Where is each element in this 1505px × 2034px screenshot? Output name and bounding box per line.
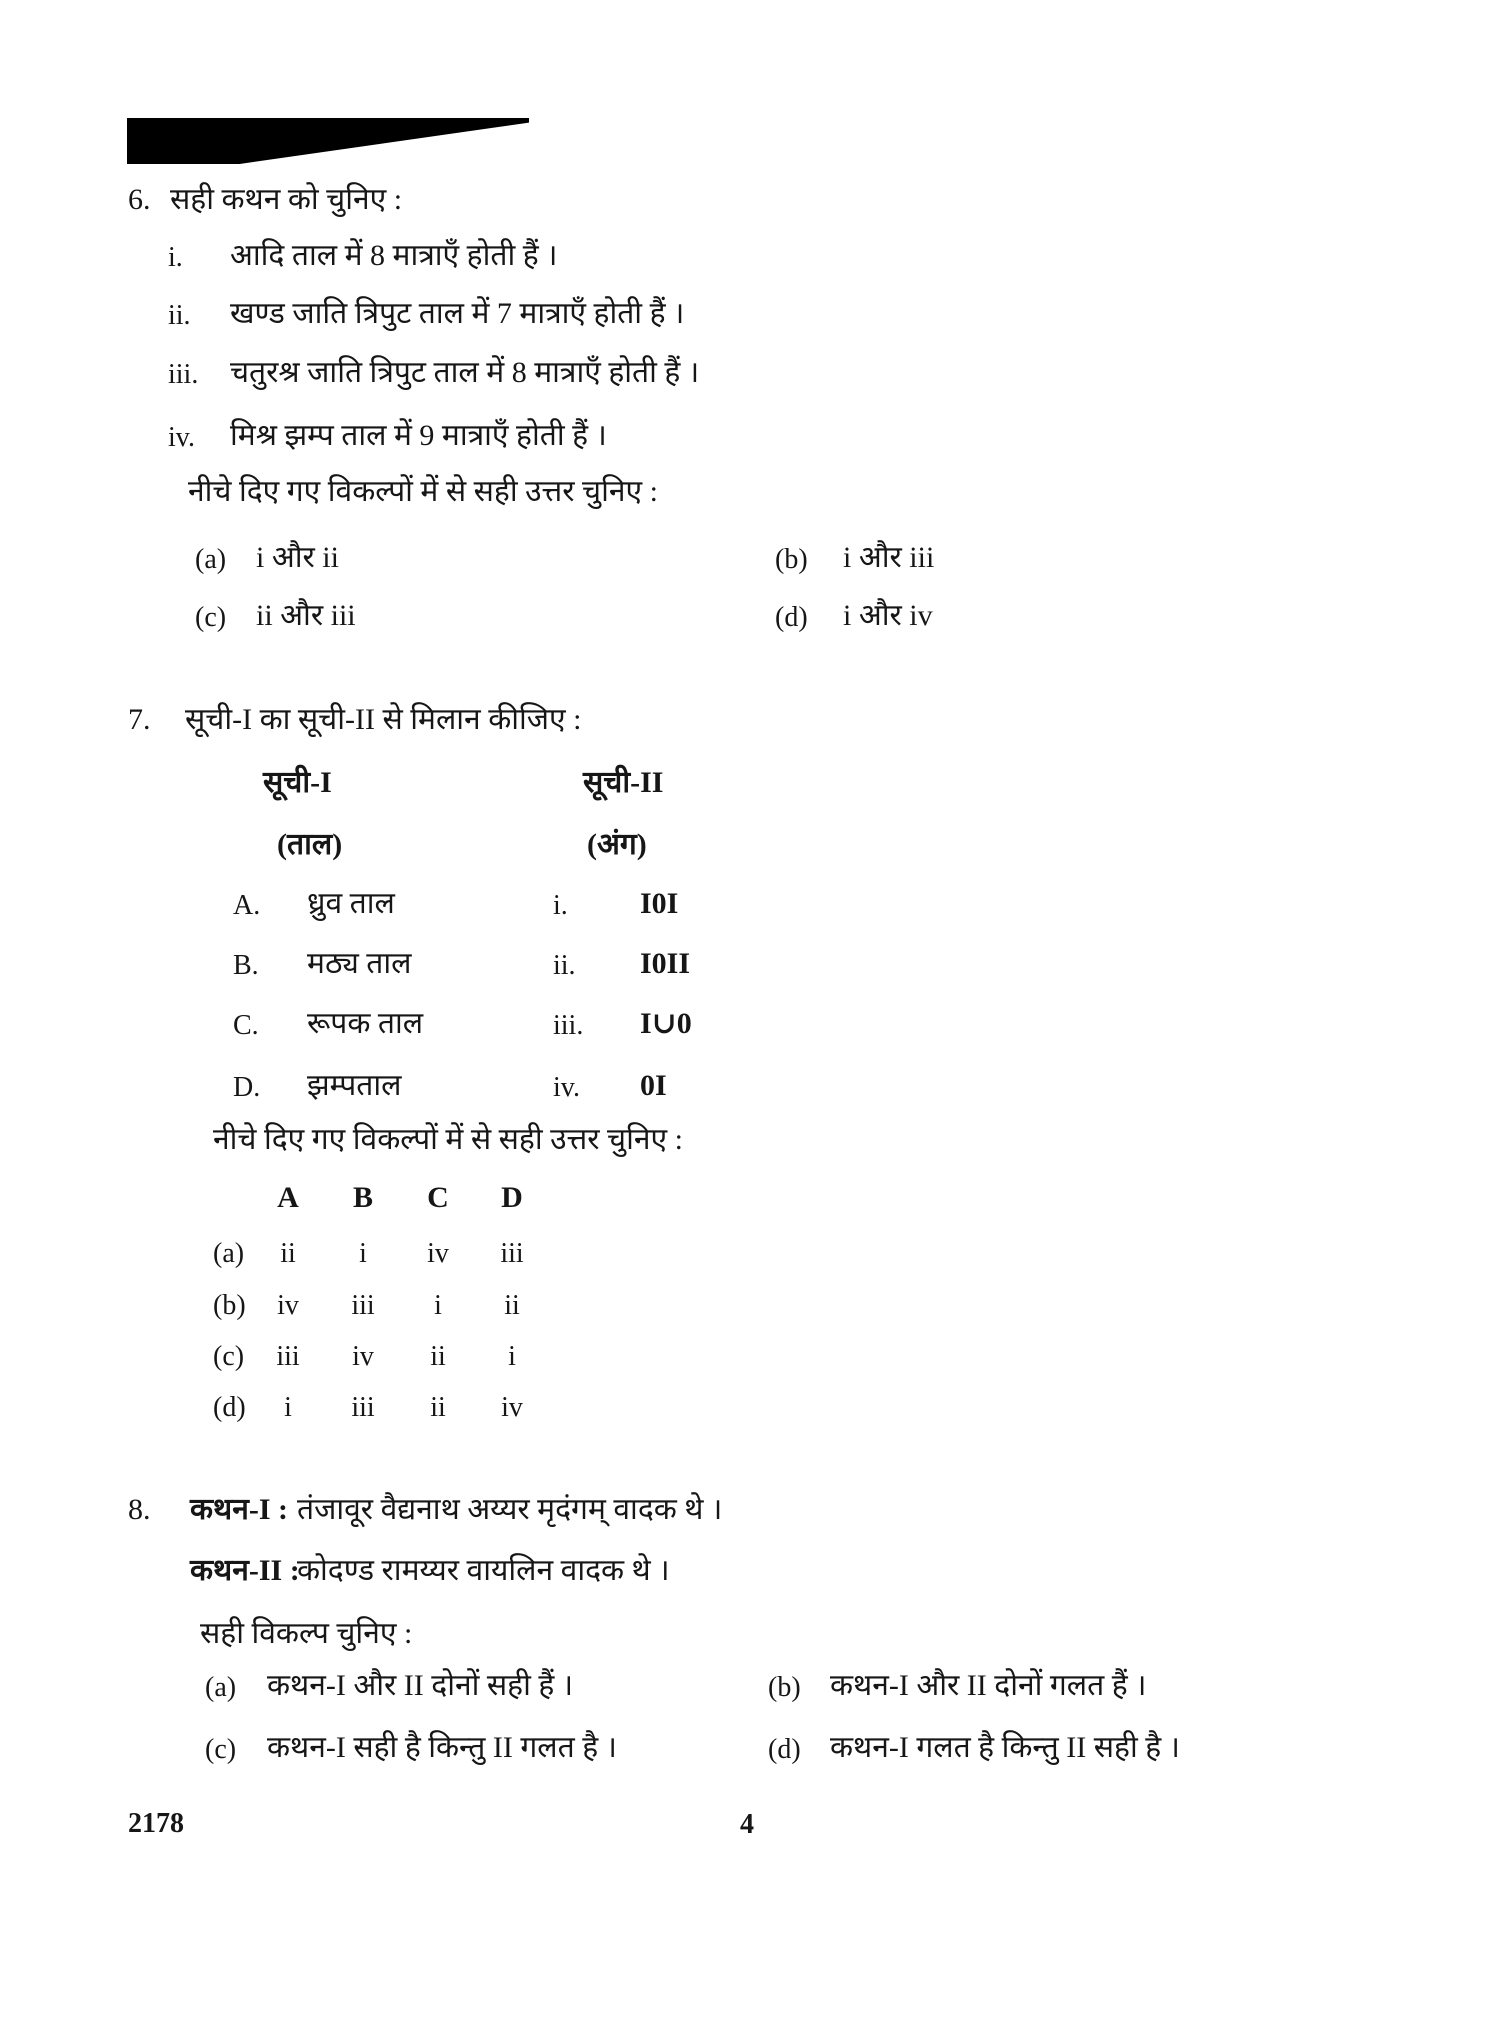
q7-matrix-cell: i [508, 1341, 516, 1372]
q6-statement-text: चतुरश्र जाति त्रिपुट ताल में 8 मात्राएँ होती हैं । [230, 356, 700, 389]
q6-statement-roman: iii. [168, 359, 199, 390]
q7-matrix-label: (b) [213, 1290, 246, 1321]
q7-list2-header: सूची-II [583, 766, 664, 799]
footer-paper-code: 2178 [128, 1808, 184, 1839]
q7-matrix-cell: iv [352, 1341, 374, 1372]
q8-option-text: कथन-I और II दोनों गलत हैं । [830, 1669, 1147, 1702]
footer-page-number: 4 [740, 1809, 754, 1840]
q7-matrix-cell: ii [430, 1392, 446, 1423]
q8-statement2-label: कथन-II : [190, 1554, 300, 1587]
q7-matrix-col-header: D [501, 1181, 523, 1214]
q7-list2-value: 0I [640, 1069, 667, 1102]
q6-instruction: नीचे दिए गए विकल्पों में से सही उत्तर चुनिए : [188, 475, 658, 508]
corner-banner-decoration [127, 118, 529, 164]
q7-list2-value: I∪0 [640, 1007, 692, 1040]
q8-instruction: सही विकल्प चुनिए : [200, 1617, 413, 1650]
q7-instruction: नीचे दिए गए विकल्पों में से सही उत्तर चुनिए : [213, 1123, 683, 1156]
q8-option-label: (d) [768, 1734, 801, 1765]
q8-option-label: (b) [768, 1672, 801, 1703]
q7-matrix-cell: iii [351, 1290, 375, 1321]
question-7-prompt: सूची-I का सूची-II से मिलान कीजिए : [185, 703, 582, 736]
q6-option-text: i और iv [843, 599, 933, 632]
q7-list2-subheader: (अंग) [587, 828, 647, 861]
q7-list1-header: सूची-I [263, 766, 332, 799]
question-6-prompt: सही कथन को चुनिए : [170, 183, 403, 216]
q6-option-label: (b) [775, 544, 808, 575]
q7-matrix-col-header: C [427, 1181, 449, 1214]
q6-statement-roman: ii. [168, 300, 191, 331]
q6-option-label: (c) [195, 602, 227, 633]
q7-matrix-label: (c) [213, 1341, 245, 1372]
q7-list2-roman: ii. [553, 950, 576, 981]
q8-statement1-label: कथन-I : [190, 1493, 289, 1526]
question-6-number: 6. [128, 183, 151, 216]
q7-list2-value: I0I [640, 887, 679, 920]
q7-list1-letter: D. [233, 1072, 261, 1103]
q7-matrix-cell: ii [280, 1238, 296, 1269]
q7-matrix-col-header: A [277, 1181, 299, 1214]
q7-list1-name: झम्पताल [307, 1069, 402, 1102]
q7-matrix-label: (a) [213, 1238, 245, 1269]
q8-option-text: कथन-I सही है किन्तु II गलत है । [267, 1731, 618, 1764]
q7-list2-roman: i. [553, 890, 568, 921]
q8-statement1-text: तंजावूर वैद्यनाथ अय्यर मृदंगम् वादक थे । [297, 1493, 723, 1526]
q7-matrix-cell: iii [351, 1392, 375, 1423]
q7-matrix-cell: iv [277, 1290, 299, 1321]
q6-option-label: (a) [195, 544, 227, 575]
q7-list1-name: मठ्य ताल [307, 947, 412, 980]
q7-list1-name: रूपक ताल [307, 1007, 424, 1040]
q7-matrix-cell: iii [276, 1341, 300, 1372]
q6-statement-roman: iv. [168, 422, 195, 453]
q7-matrix-cell: i [434, 1290, 442, 1321]
q7-matrix-cell: i [359, 1238, 367, 1269]
q8-option-label: (a) [205, 1672, 237, 1703]
q8-statement2-text: कोदण्ड रामय्यर वायलिन वादक थे । [297, 1554, 670, 1587]
q7-list1-letter: A. [233, 890, 261, 921]
q8-option-text: कथन-I गलत है किन्तु II सही है । [830, 1731, 1181, 1764]
q7-list1-name: ध्रुव ताल [307, 887, 395, 920]
q8-option-label: (c) [205, 1734, 237, 1765]
q6-statement-text: खण्ड जाति त्रिपुट ताल में 7 मात्राएँ होती हैं । [230, 297, 685, 330]
q7-list1-subheader: (ताल) [277, 828, 343, 861]
q6-statement-roman: i. [168, 242, 183, 273]
q7-matrix-label: (d) [213, 1392, 246, 1423]
q7-matrix-col-header: B [352, 1181, 373, 1214]
q6-option-text: ii और iii [256, 599, 356, 632]
q7-matrix-cell: iv [501, 1392, 523, 1423]
q8-option-text: कथन-I और II दोनों सही हैं । [267, 1669, 574, 1702]
q6-statement-text: मिश्र झम्प ताल में 9 मात्राएँ होती हैं । [230, 419, 607, 452]
q7-list2-value: I0II [640, 947, 691, 980]
question-7-number: 7. [128, 703, 151, 736]
q6-option-text: i और ii [256, 541, 339, 574]
q7-matrix-cell: iii [500, 1238, 524, 1269]
q7-list2-roman: iii. [553, 1010, 584, 1041]
q7-list2-roman: iv. [553, 1072, 580, 1103]
q7-matrix-cell: ii [504, 1290, 520, 1321]
q7-matrix-cell: ii [430, 1341, 446, 1372]
q7-list1-letter: C. [233, 1010, 259, 1041]
q7-list1-letter: B. [233, 950, 259, 981]
q6-option-label: (d) [775, 602, 808, 633]
q6-option-text: i और iii [843, 541, 935, 574]
q6-statement-text: आदि ताल में 8 मात्राएँ होती हैं । [230, 239, 558, 272]
q7-matrix-cell: i [284, 1392, 292, 1423]
q7-matrix-cell: iv [427, 1238, 449, 1269]
question-8-number: 8. [128, 1493, 151, 1526]
